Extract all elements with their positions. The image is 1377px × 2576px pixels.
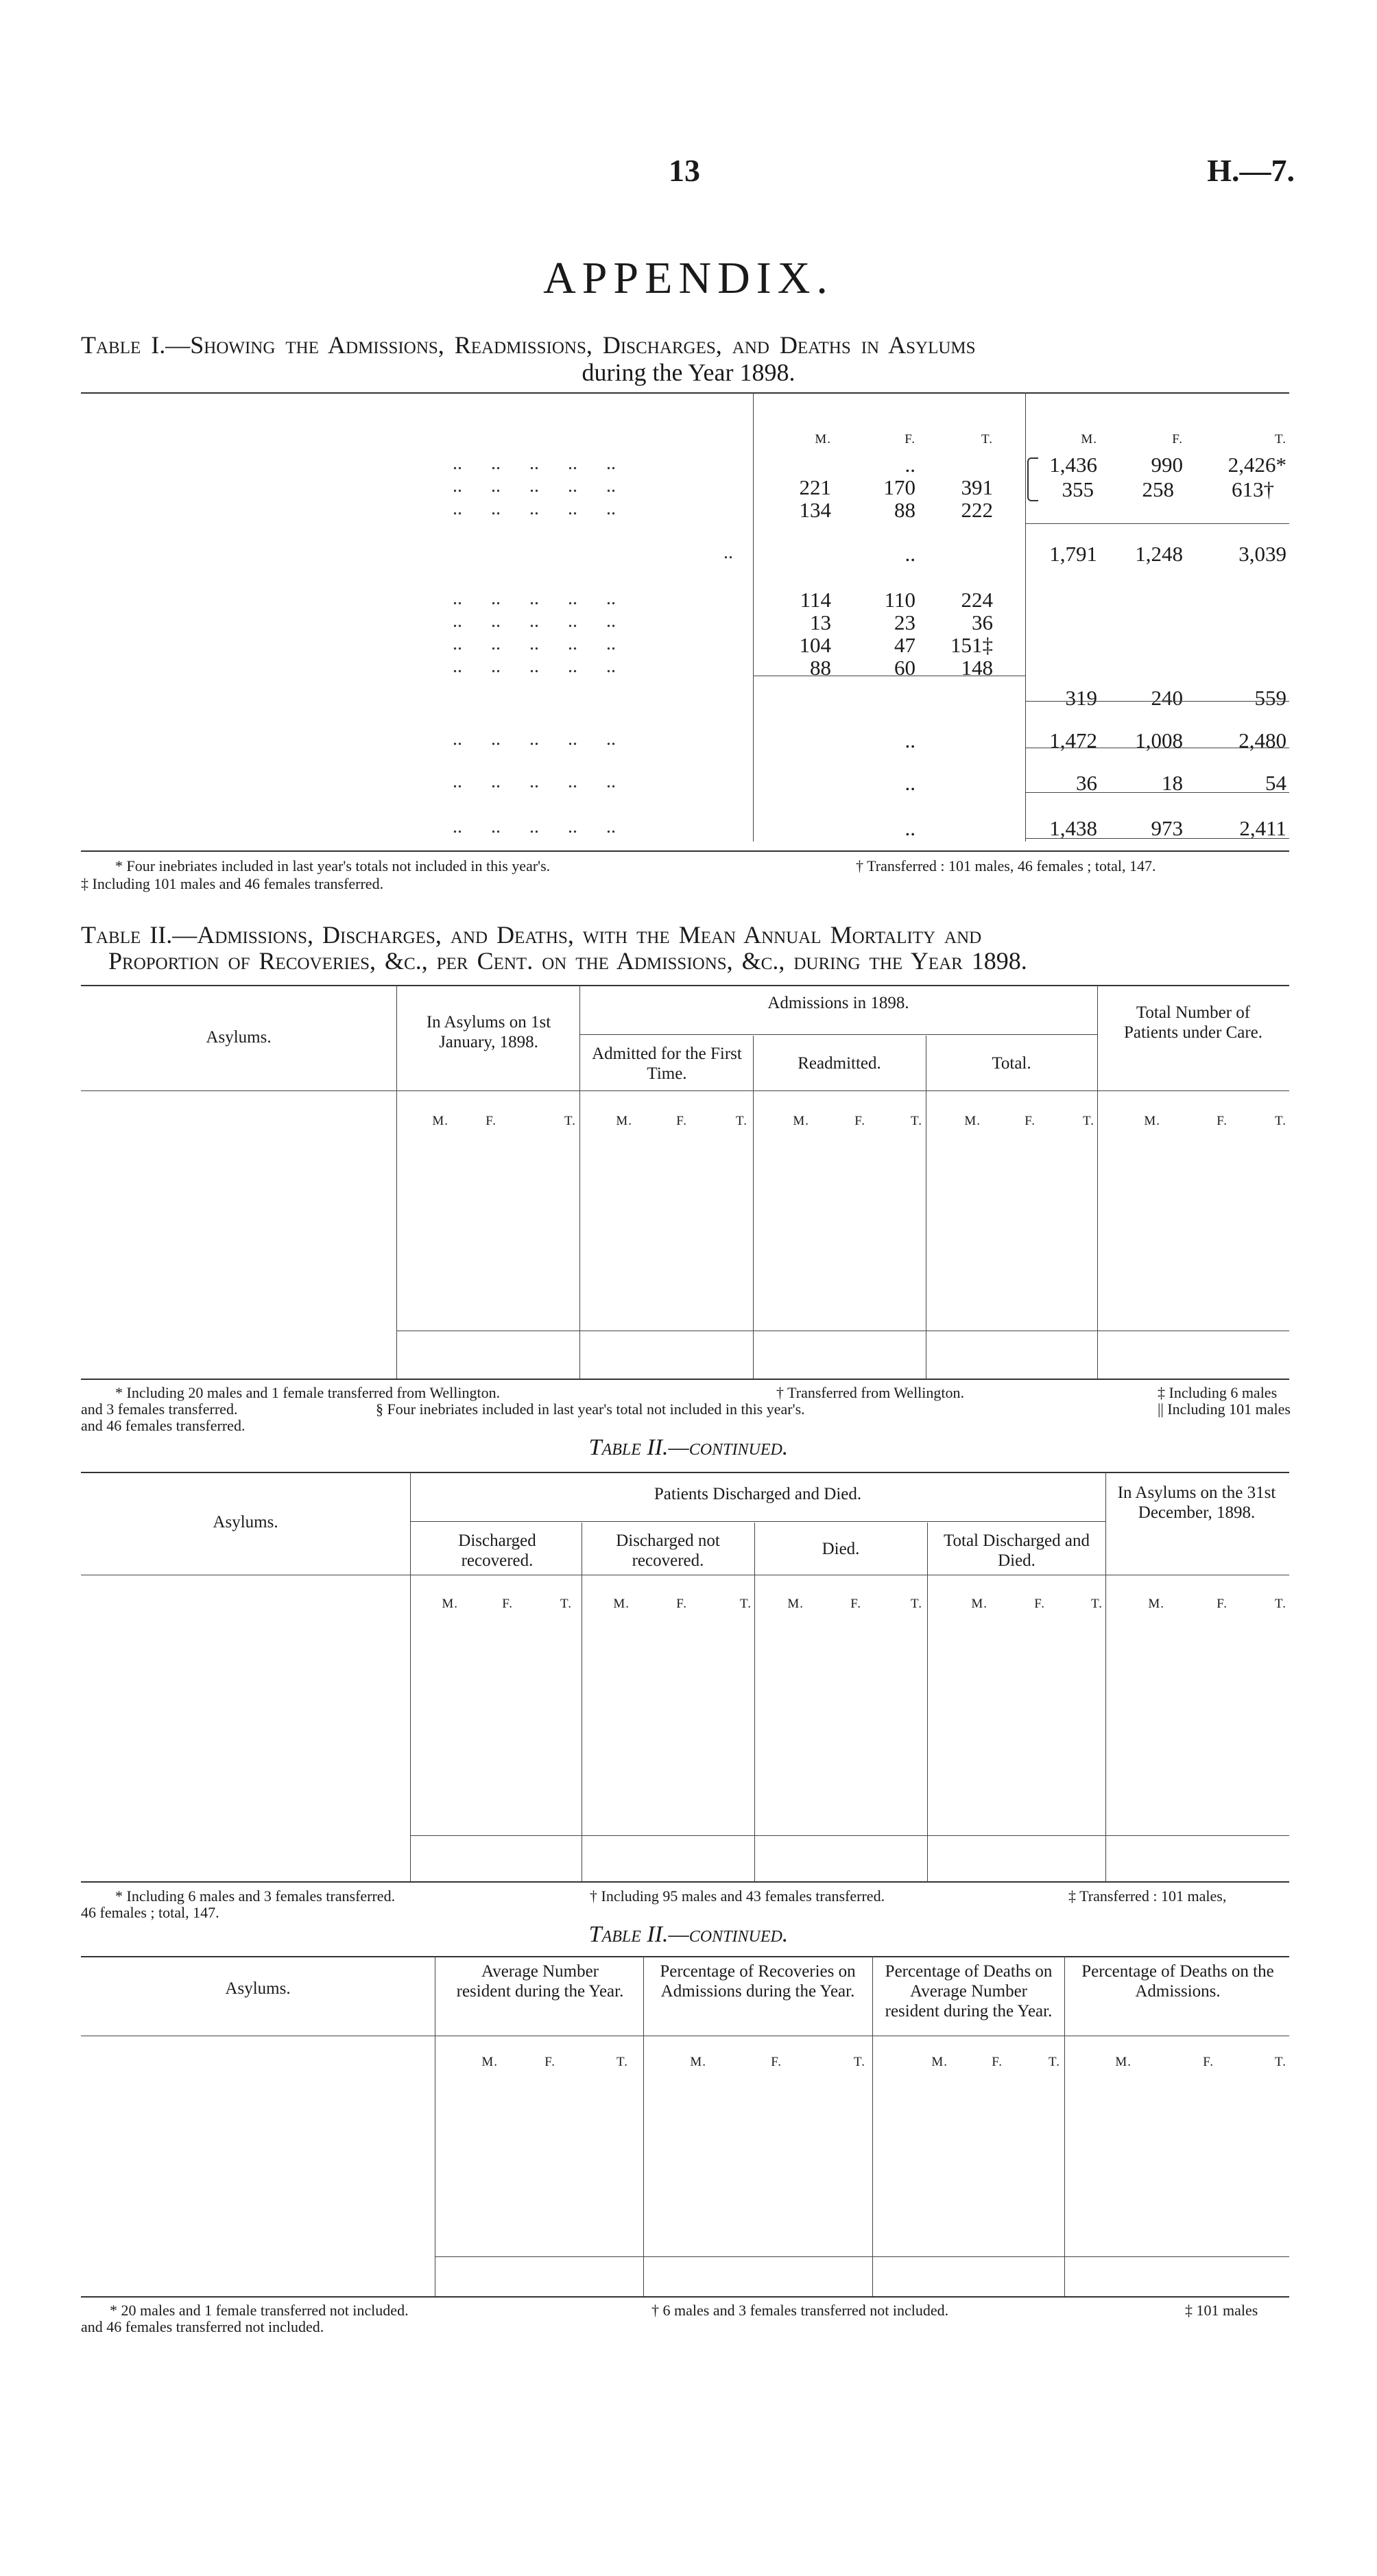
t3-header-in-asylums: In Asylums on the 31st December, 1898. xyxy=(1117,1483,1276,1522)
t1-right-cell: 2,411 xyxy=(1239,816,1286,840)
t1-row-leader: .. .. .. .. .. xyxy=(453,656,616,677)
sex-column-header: T. xyxy=(1275,1114,1286,1128)
sex-column-header: T. xyxy=(1275,2055,1286,2069)
t1-right-cell: 36 xyxy=(1076,771,1097,795)
table-1-caption: Table I.—Showing the Admissions, Readmissions, Discharges, and Deaths in Asylums xyxy=(81,331,976,359)
t1-central-cell: 134 xyxy=(799,498,831,522)
t1-row-leader: .. .. .. .. .. xyxy=(453,633,616,654)
t2-header-total-care: Total Number of Patients under Care. xyxy=(1123,1003,1263,1042)
t2-header-asylums: Asylums. xyxy=(206,1028,272,1047)
t1-row-leader: .. .. .. .. .. xyxy=(453,816,616,837)
sex-column-header: M. xyxy=(432,1114,448,1128)
t1-central-cell: .. xyxy=(905,771,915,795)
table-3-caption: Table II.—continued. xyxy=(588,1435,789,1460)
t1-row-leader: .. .. .. .. .. xyxy=(453,610,616,632)
sex-column-header: F. xyxy=(992,2055,1003,2069)
t1-bracket-cell: 355 xyxy=(1062,477,1094,501)
t1-central-cell: .. xyxy=(905,542,915,566)
t1-central-cell: .. xyxy=(905,728,915,752)
sex-column-header: M. xyxy=(690,2055,706,2069)
sex-column-header: M. xyxy=(815,432,831,446)
sex-column-header: T. xyxy=(616,2055,628,2069)
t1-right-cell: 1,436 xyxy=(1049,453,1097,477)
t1-central-cell: 13 xyxy=(810,610,831,634)
table-4-note-3: ‡ 101 males xyxy=(1185,2302,1258,2319)
t1-right-cell: 319 xyxy=(1065,686,1097,710)
table-2-caption: Table II.—Admissions, Discharges, and Deaths, with the Mean Annual Mortality and xyxy=(81,921,982,949)
t1-row-leader: .. .. .. .. .. xyxy=(453,498,616,519)
sex-column-header: T. xyxy=(740,1597,752,1611)
sex-column-header: T. xyxy=(560,1597,572,1611)
t1-central-cell: 222 xyxy=(961,498,993,522)
t3-header-died: Died. xyxy=(822,1540,860,1558)
sex-column-header: F. xyxy=(1172,432,1183,446)
sex-column-header: T. xyxy=(1275,1597,1286,1611)
t1-central-cell: .. xyxy=(905,816,915,840)
t1-central-cell: 170 xyxy=(883,475,915,499)
sex-column-header: F. xyxy=(676,1114,687,1128)
t1-right-cell: 973 xyxy=(1151,816,1183,840)
t1-central-cell: 391 xyxy=(961,475,993,499)
sex-column-header: M. xyxy=(971,1597,987,1611)
table-1-caption-line2: during the Year 1898. xyxy=(582,359,795,386)
table-1-note-3: ‡ Including 101 males and 46 females transferred. xyxy=(81,875,384,892)
sex-column-header: T. xyxy=(911,1114,922,1128)
table-3-note-4: 46 females ; total, 147. xyxy=(81,1904,219,1921)
t2-header-total: Total. xyxy=(992,1054,1031,1073)
table-3-note-2: † Including 95 males and 43 females transferred. xyxy=(590,1887,885,1905)
sex-column-header: M. xyxy=(442,1597,458,1611)
t1-right-cell: 240 xyxy=(1151,686,1183,710)
table-2-note-7: and 46 females transferred. xyxy=(81,1417,246,1434)
t1-right-cell: 1,008 xyxy=(1135,728,1183,752)
sex-column-header: M. xyxy=(787,1597,804,1611)
sex-column-header: T. xyxy=(1049,2055,1060,2069)
t4-header-deaths-admissions: Percentage of Deaths on the Admissions. xyxy=(1081,1962,1274,2001)
sex-column-header: F. xyxy=(1203,2055,1214,2069)
t2-header-readmitted: Readmitted. xyxy=(798,1054,881,1073)
t1-right-cell: 54 xyxy=(1265,771,1286,795)
t4-header-recoveries: Percentage of Recoveries on Admissions during the Year. xyxy=(660,1962,856,2001)
sex-column-header: F. xyxy=(850,1597,861,1611)
t1-right-cell: 2,426* xyxy=(1228,453,1286,477)
t1-row-leader: .. .. .. .. .. xyxy=(453,771,616,792)
table-2-note-6: || Including 101 males xyxy=(1158,1400,1291,1418)
document-reference: H.—7. xyxy=(1207,153,1295,188)
table-4-note-4: and 46 females transferred not included. xyxy=(81,2318,324,2335)
table-4-caption: Table II.—continued. xyxy=(588,1922,789,1947)
t1-row-leader: .. .. .. .. .. xyxy=(453,475,616,497)
sex-column-header: T. xyxy=(981,432,993,446)
t1-central-cell: 151‡ xyxy=(950,633,993,657)
t1-central-cell: 88 xyxy=(894,498,915,522)
t2-header-in-asylums: In Asylums on 1st January, 1898. xyxy=(426,1013,551,1051)
t1-central-cell: .. xyxy=(905,453,915,477)
t1-bracket-cell: 613† xyxy=(1232,477,1274,501)
t3-header-group: Patients Discharged and Died. xyxy=(654,1485,862,1503)
sex-column-header: T. xyxy=(736,1114,747,1128)
table-2-note-3: ‡ Including 6 males xyxy=(1158,1384,1278,1401)
table-2-note-1: * Including 20 males and 1 female transferred from Wellington. xyxy=(115,1384,501,1401)
sex-column-header: T. xyxy=(854,2055,865,2069)
sex-column-header: M. xyxy=(1081,432,1097,446)
t1-central-cell: 224 xyxy=(961,588,993,612)
t2-header-admissions: Admissions in 1898. xyxy=(767,994,909,1012)
t1-right-cell: 18 xyxy=(1162,771,1183,795)
sex-column-header: F. xyxy=(1034,1597,1045,1611)
sex-column-header: T. xyxy=(911,1597,922,1611)
sex-column-header: F. xyxy=(676,1597,687,1611)
table-1-note-2: † Transferred : 101 males, 46 females ; total, 147. xyxy=(856,857,1156,874)
sex-column-header: M. xyxy=(616,1114,632,1128)
t1-right-cell: 990 xyxy=(1151,453,1183,477)
t1-central-cell: 47 xyxy=(894,633,915,657)
sex-column-header: F. xyxy=(854,1114,865,1128)
t1-bracket-cell: 258 xyxy=(1142,477,1174,501)
sex-column-header: T. xyxy=(1091,1597,1103,1611)
sex-column-header: M. xyxy=(931,2055,948,2069)
t3-header-recovered: Discharged recovered. xyxy=(458,1531,536,1570)
table-4-note-2: † 6 males and 3 females transferred not included. xyxy=(651,2302,949,2319)
sex-column-header: F. xyxy=(544,2055,555,2069)
t3-header-total-discharged: Total Discharged and Died. xyxy=(943,1531,1090,1570)
page-title: APPENDIX. xyxy=(543,253,834,303)
sex-column-header: M. xyxy=(1115,2055,1131,2069)
sex-column-header: F. xyxy=(771,2055,782,2069)
t1-row-leader: .. xyxy=(723,542,733,563)
sex-column-header: F. xyxy=(1217,1597,1228,1611)
t1-right-cell: 3,039 xyxy=(1238,542,1286,566)
sex-column-header: F. xyxy=(1025,1114,1035,1128)
t2-header-first-time: Admitted for the First Time. xyxy=(592,1045,742,1083)
t4-header-deaths-average: Percentage of Deaths on Average Number resident during the Year. xyxy=(885,1962,1053,2020)
t3-header-not-recovered: Discharged not recovered. xyxy=(616,1531,720,1570)
table-2-note-2: † Transferred from Wellington. xyxy=(776,1384,965,1401)
sex-column-header: M. xyxy=(793,1114,809,1128)
sex-column-header: M. xyxy=(1148,1597,1164,1611)
table-3-note-3: ‡ Transferred : 101 males, xyxy=(1068,1887,1227,1905)
sex-column-header: F. xyxy=(486,1114,496,1128)
sex-column-header: T. xyxy=(1275,432,1286,446)
t1-row-leader: .. .. .. .. .. xyxy=(453,728,616,750)
sex-column-header: M. xyxy=(481,2055,498,2069)
table-3-note-1: * Including 6 males and 3 females transferred. xyxy=(115,1887,396,1905)
sex-column-header: M. xyxy=(964,1114,981,1128)
t3-header-asylums: Asylums. xyxy=(213,1513,278,1531)
sex-column-header: M. xyxy=(1144,1114,1160,1128)
t4-header-average: Average Number resident during the Year. xyxy=(456,1962,624,2001)
t1-right-cell: 559 xyxy=(1254,686,1286,710)
t1-right-cell: 1,791 xyxy=(1049,542,1097,566)
page-number: 13 xyxy=(669,153,700,188)
t1-right-cell: 1,438 xyxy=(1049,816,1097,840)
table-2-note-4: and 3 females transferred. xyxy=(81,1400,238,1418)
t1-central-cell: 23 xyxy=(894,610,915,634)
t1-central-cell: 148 xyxy=(961,656,993,680)
t1-central-cell: 110 xyxy=(884,588,915,612)
t4-header-asylums: Asylums. xyxy=(225,1979,291,1998)
table-1-note-1: * Four inebriates included in last year's totals not included in this year's. xyxy=(115,857,551,874)
t1-central-cell: 114 xyxy=(800,588,831,612)
table-2-caption-line2: Proportion of Recoveries, &c., per Cent. on the Admissions, &c., during the Year 1898. xyxy=(108,947,1027,975)
t1-central-cell: 104 xyxy=(799,633,831,657)
table-4-note-1: * 20 males and 1 female transferred not included. xyxy=(110,2302,409,2319)
table-2-note-5: § Four inebriates included in last year's total not included in this year's. xyxy=(376,1400,805,1418)
t1-row-leader: .. .. .. .. .. xyxy=(453,588,616,609)
bracket xyxy=(1027,457,1038,501)
sex-column-header: F. xyxy=(905,432,915,446)
t1-central-cell: 88 xyxy=(810,656,831,680)
sex-column-header: T. xyxy=(1083,1114,1094,1128)
t1-right-cell: 1,248 xyxy=(1135,542,1183,566)
t1-central-cell: 36 xyxy=(972,610,993,634)
t1-central-cell: 221 xyxy=(799,475,831,499)
t1-row-leader: .. .. .. .. .. xyxy=(453,453,616,474)
sex-column-header: F. xyxy=(502,1597,513,1611)
sex-column-header: T. xyxy=(564,1114,576,1128)
sex-column-header: F. xyxy=(1217,1114,1228,1128)
t1-right-cell: 1,472 xyxy=(1049,728,1097,752)
sex-column-header: M. xyxy=(613,1597,630,1611)
t1-central-cell: 60 xyxy=(894,656,915,680)
t1-right-cell: 2,480 xyxy=(1238,728,1286,752)
